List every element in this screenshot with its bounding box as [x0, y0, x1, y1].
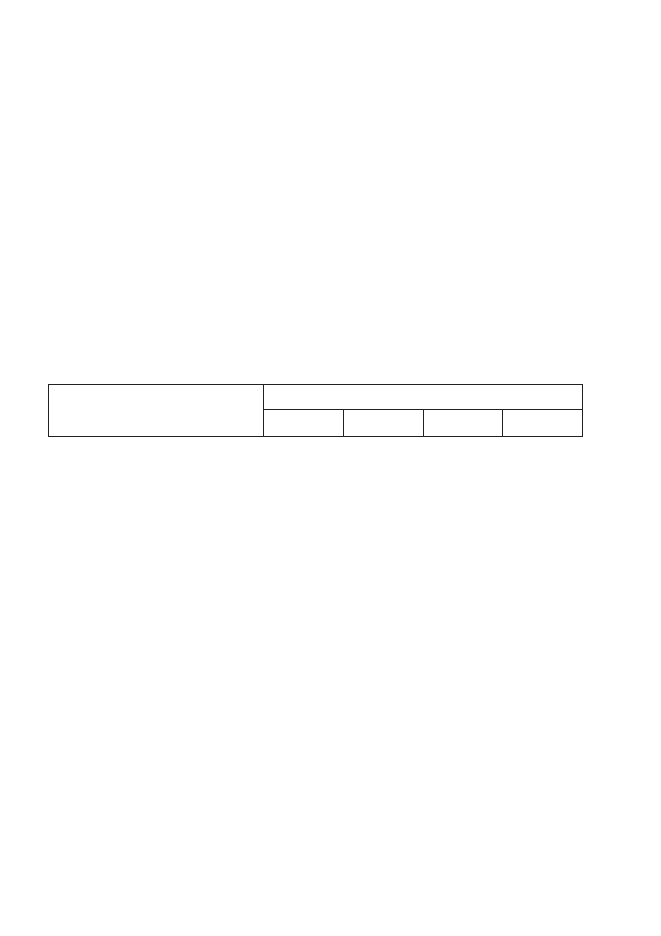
- tolerance-table: [48, 384, 583, 437]
- col-ovality-header: [503, 410, 583, 437]
- col-thickness-header: [423, 410, 503, 437]
- col-group-header: [264, 385, 583, 410]
- col-length-header: [264, 410, 344, 437]
- col-name-header: [49, 385, 264, 437]
- col-diameter-header: [343, 410, 423, 437]
